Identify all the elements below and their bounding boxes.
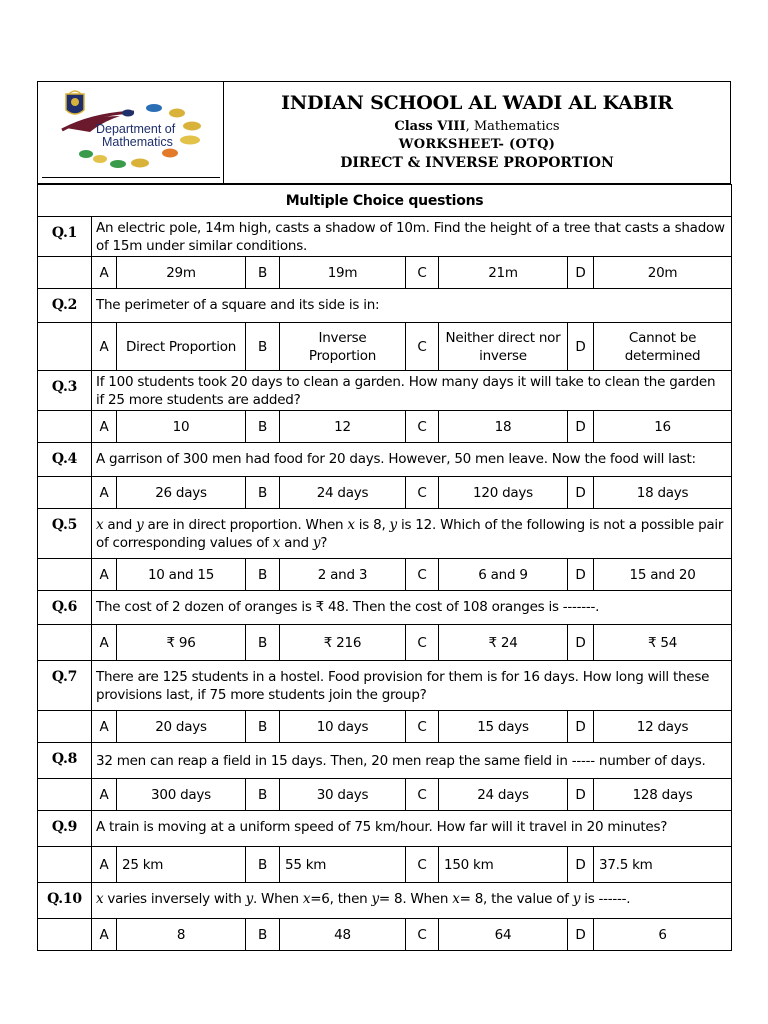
- blank-cell: [38, 779, 92, 811]
- math-variable: y: [572, 891, 581, 907]
- option-letter: C: [406, 477, 439, 509]
- options-row: [38, 847, 732, 883]
- question-text: An electric pole, 14m high, casts a shadow of 10m. Find the height of a tree that casts a shadow of 15m under similar conditions.: [92, 217, 732, 257]
- option-value: 29m: [117, 257, 246, 289]
- options-row: [38, 257, 732, 289]
- question-row: [38, 371, 732, 411]
- question-text-fragment: =6, then: [310, 891, 372, 907]
- question-text: The perimeter of a square and its side is in:: [92, 289, 732, 323]
- worksheet-topic: DIRECT & INVERSE PROPORTION: [340, 155, 614, 171]
- option-value: ₹ 96: [117, 625, 246, 661]
- option-value: 26 days: [117, 477, 246, 509]
- option-value: 12: [280, 411, 406, 443]
- options-row: [38, 625, 732, 661]
- option-value: 20 days: [117, 711, 246, 743]
- question-text-fragment: are in direct proportion. When: [143, 516, 348, 533]
- option-value: 55 km: [280, 847, 406, 883]
- option-value: 19m: [280, 257, 406, 289]
- option-letter: D: [568, 323, 594, 371]
- option-letter: B: [246, 847, 280, 883]
- option-letter: C: [406, 559, 439, 591]
- question-row: [38, 661, 732, 711]
- option-value: Cannot be determined: [594, 323, 732, 371]
- option-value: 16: [594, 411, 732, 443]
- question-row: [38, 443, 732, 477]
- option-letter: D: [568, 559, 594, 591]
- question-text-fragment: is ------.: [580, 891, 631, 907]
- options-row: [38, 919, 732, 951]
- math-variable: y: [389, 516, 397, 533]
- option-value: ₹ 216: [280, 625, 406, 661]
- option-letter: C: [406, 779, 439, 811]
- question-number: Q.1: [38, 217, 92, 257]
- math-variable: y: [245, 891, 253, 907]
- question-text-fragment: = 8, the value of: [459, 891, 573, 907]
- option-letter: D: [568, 257, 594, 289]
- question-row: [38, 509, 732, 559]
- math-variable: y: [136, 516, 144, 533]
- option-value: 48: [280, 919, 406, 951]
- question-text: [92, 509, 732, 559]
- option-value: 24 days: [280, 477, 406, 509]
- math-variable: y: [312, 534, 321, 551]
- question-text-fragment: and: [103, 516, 137, 533]
- school-name: INDIAN SCHOOL AL WADI AL KABIR: [281, 92, 673, 114]
- option-letter: A: [92, 625, 117, 661]
- question-text: 32 men can reap a field in 15 days. Then, 20 men reap the same field in ----- number of days.: [92, 743, 732, 779]
- question-text-fragment: and: [280, 534, 313, 551]
- class-line: [224, 119, 730, 134]
- blank-cell: [38, 411, 92, 443]
- option-letter: A: [92, 847, 117, 883]
- subject: , Mathematics: [465, 119, 560, 134]
- option-value: 10 days: [280, 711, 406, 743]
- option-value: 6: [594, 919, 732, 951]
- section-title: Multiple Choice questions: [38, 185, 732, 217]
- option-value: Neither direct nor inverse: [439, 323, 568, 371]
- option-value: 15 and 20: [594, 559, 732, 591]
- logo-text-line1: Department of: [96, 122, 176, 136]
- option-letter: C: [406, 919, 439, 951]
- option-letter: B: [246, 323, 280, 371]
- question-row: [38, 883, 732, 919]
- options-row: [38, 411, 732, 443]
- option-value: 18: [439, 411, 568, 443]
- options-row: [38, 323, 732, 371]
- option-letter: A: [92, 919, 117, 951]
- option-letter: D: [568, 919, 594, 951]
- logo-cell: [38, 82, 224, 183]
- option-value: 128 days: [594, 779, 732, 811]
- option-value: 24 days: [439, 779, 568, 811]
- option-letter: C: [406, 323, 439, 371]
- question-number: Q.6: [38, 591, 92, 625]
- department-of-mathematics-logo: [42, 86, 220, 178]
- question-text-fragment: . When: [252, 891, 303, 907]
- option-letter: D: [568, 779, 594, 811]
- option-letter: C: [406, 711, 439, 743]
- blank-cell: [38, 919, 92, 951]
- option-letter: A: [92, 323, 117, 371]
- option-letter: A: [92, 257, 117, 289]
- option-letter: B: [246, 711, 280, 743]
- question-text: A train is moving at a uniform speed of 75 km/hour. How far will it travel in 20 minutes?: [92, 811, 732, 847]
- blank-cell: [38, 625, 92, 661]
- blank-cell: [38, 711, 92, 743]
- question-row: [38, 289, 732, 323]
- question-text-fragment: varies inversely with: [103, 891, 246, 907]
- math-variable: y: [371, 891, 379, 907]
- option-value: 10 and 15: [117, 559, 246, 591]
- question-text: There are 125 students in a hostel. Food provision for them is for 16 days. How long will these provisions last, if 75 more students join the group?: [92, 661, 732, 711]
- question-row: [38, 811, 732, 847]
- option-value: 12 days: [594, 711, 732, 743]
- option-value: 300 days: [117, 779, 246, 811]
- question-text-fragment: is 12. Which of the following is not a possible pair of corresponding values of: [96, 516, 724, 551]
- option-value: 150 km: [439, 847, 568, 883]
- option-value: ₹ 54: [594, 625, 732, 661]
- question-number: Q.8: [38, 743, 92, 779]
- option-value: ₹ 24: [439, 625, 568, 661]
- option-letter: B: [246, 257, 280, 289]
- option-value: 10: [117, 411, 246, 443]
- blank-cell: [38, 257, 92, 289]
- option-letter: B: [246, 559, 280, 591]
- class-level: Class VIII: [394, 119, 466, 134]
- option-value: 20m: [594, 257, 732, 289]
- math-variable: x: [96, 516, 104, 533]
- question-number: Q.5: [38, 509, 92, 559]
- options-row: [38, 711, 732, 743]
- question-number: Q.2: [38, 289, 92, 323]
- question-text: If 100 students took 20 days to clean a garden. How many days it will take to clean the garden if 25 more students are added?: [92, 371, 732, 411]
- math-variable: x: [347, 516, 355, 533]
- logo-text-line2: Mathematics: [102, 135, 173, 149]
- option-value: 30 days: [280, 779, 406, 811]
- option-value: 37.5 km: [594, 847, 732, 883]
- blank-cell: [38, 477, 92, 509]
- option-letter: A: [92, 477, 117, 509]
- option-value: 21m: [439, 257, 568, 289]
- math-variable: x: [452, 891, 460, 907]
- options-row: [38, 779, 732, 811]
- option-letter: D: [568, 477, 594, 509]
- option-letter: D: [568, 625, 594, 661]
- option-letter: B: [246, 477, 280, 509]
- question-row: [38, 217, 732, 257]
- question-text-fragment: = 8. When: [378, 891, 453, 907]
- worksheet-header: [37, 81, 731, 184]
- blank-cell: [38, 559, 92, 591]
- question-number: Q.3: [38, 371, 92, 411]
- option-value: 18 days: [594, 477, 732, 509]
- option-value: 2 and 3: [280, 559, 406, 591]
- option-value: Inverse Proportion: [280, 323, 406, 371]
- question-text-fragment: ?: [320, 534, 328, 551]
- option-letter: D: [568, 411, 594, 443]
- option-letter: C: [406, 257, 439, 289]
- math-variable: x: [272, 534, 281, 551]
- option-letter: C: [406, 411, 439, 443]
- option-letter: D: [568, 711, 594, 743]
- questions-table: [37, 184, 732, 951]
- option-letter: B: [246, 411, 280, 443]
- school-crest-icon: [66, 91, 84, 114]
- option-letter: B: [246, 779, 280, 811]
- math-variable: x: [96, 891, 104, 907]
- question-text-fragment: is 8,: [354, 516, 390, 533]
- worksheet-type: WORKSHEET- (OTQ): [398, 137, 556, 152]
- option-letter: C: [406, 625, 439, 661]
- option-value: 64: [439, 919, 568, 951]
- blank-cell: [38, 847, 92, 883]
- question-text: [92, 883, 732, 919]
- question-number: Q.9: [38, 811, 92, 847]
- options-row: [38, 477, 732, 509]
- question-number: Q.4: [38, 443, 92, 477]
- question-text: A garrison of 300 men had food for 20 days. However, 50 men leave. Now the food will last:: [92, 443, 732, 477]
- header-text: [224, 82, 730, 183]
- option-value: 15 days: [439, 711, 568, 743]
- option-letter: B: [246, 919, 280, 951]
- option-letter: A: [92, 779, 117, 811]
- option-letter: A: [92, 711, 117, 743]
- option-value: 8: [117, 919, 246, 951]
- question-row: [38, 591, 732, 625]
- option-value: 6 and 9: [439, 559, 568, 591]
- question-row: [38, 743, 732, 779]
- options-row: [38, 559, 732, 591]
- question-number: Q.7: [38, 661, 92, 711]
- option-letter: D: [568, 847, 594, 883]
- option-value: 120 days: [439, 477, 568, 509]
- option-letter: B: [246, 625, 280, 661]
- question-text: The cost of 2 dozen of oranges is ₹ 48. Then the cost of 108 oranges is -------.: [92, 591, 732, 625]
- option-letter: A: [92, 559, 117, 591]
- option-value: 25 km: [117, 847, 246, 883]
- department-logo: [42, 86, 220, 178]
- option-letter: C: [406, 847, 439, 883]
- math-variable: x: [302, 891, 311, 907]
- option-letter: A: [92, 411, 117, 443]
- option-value: Direct Proportion: [117, 323, 246, 371]
- blank-cell: [38, 323, 92, 371]
- question-number: Q.10: [38, 883, 92, 919]
